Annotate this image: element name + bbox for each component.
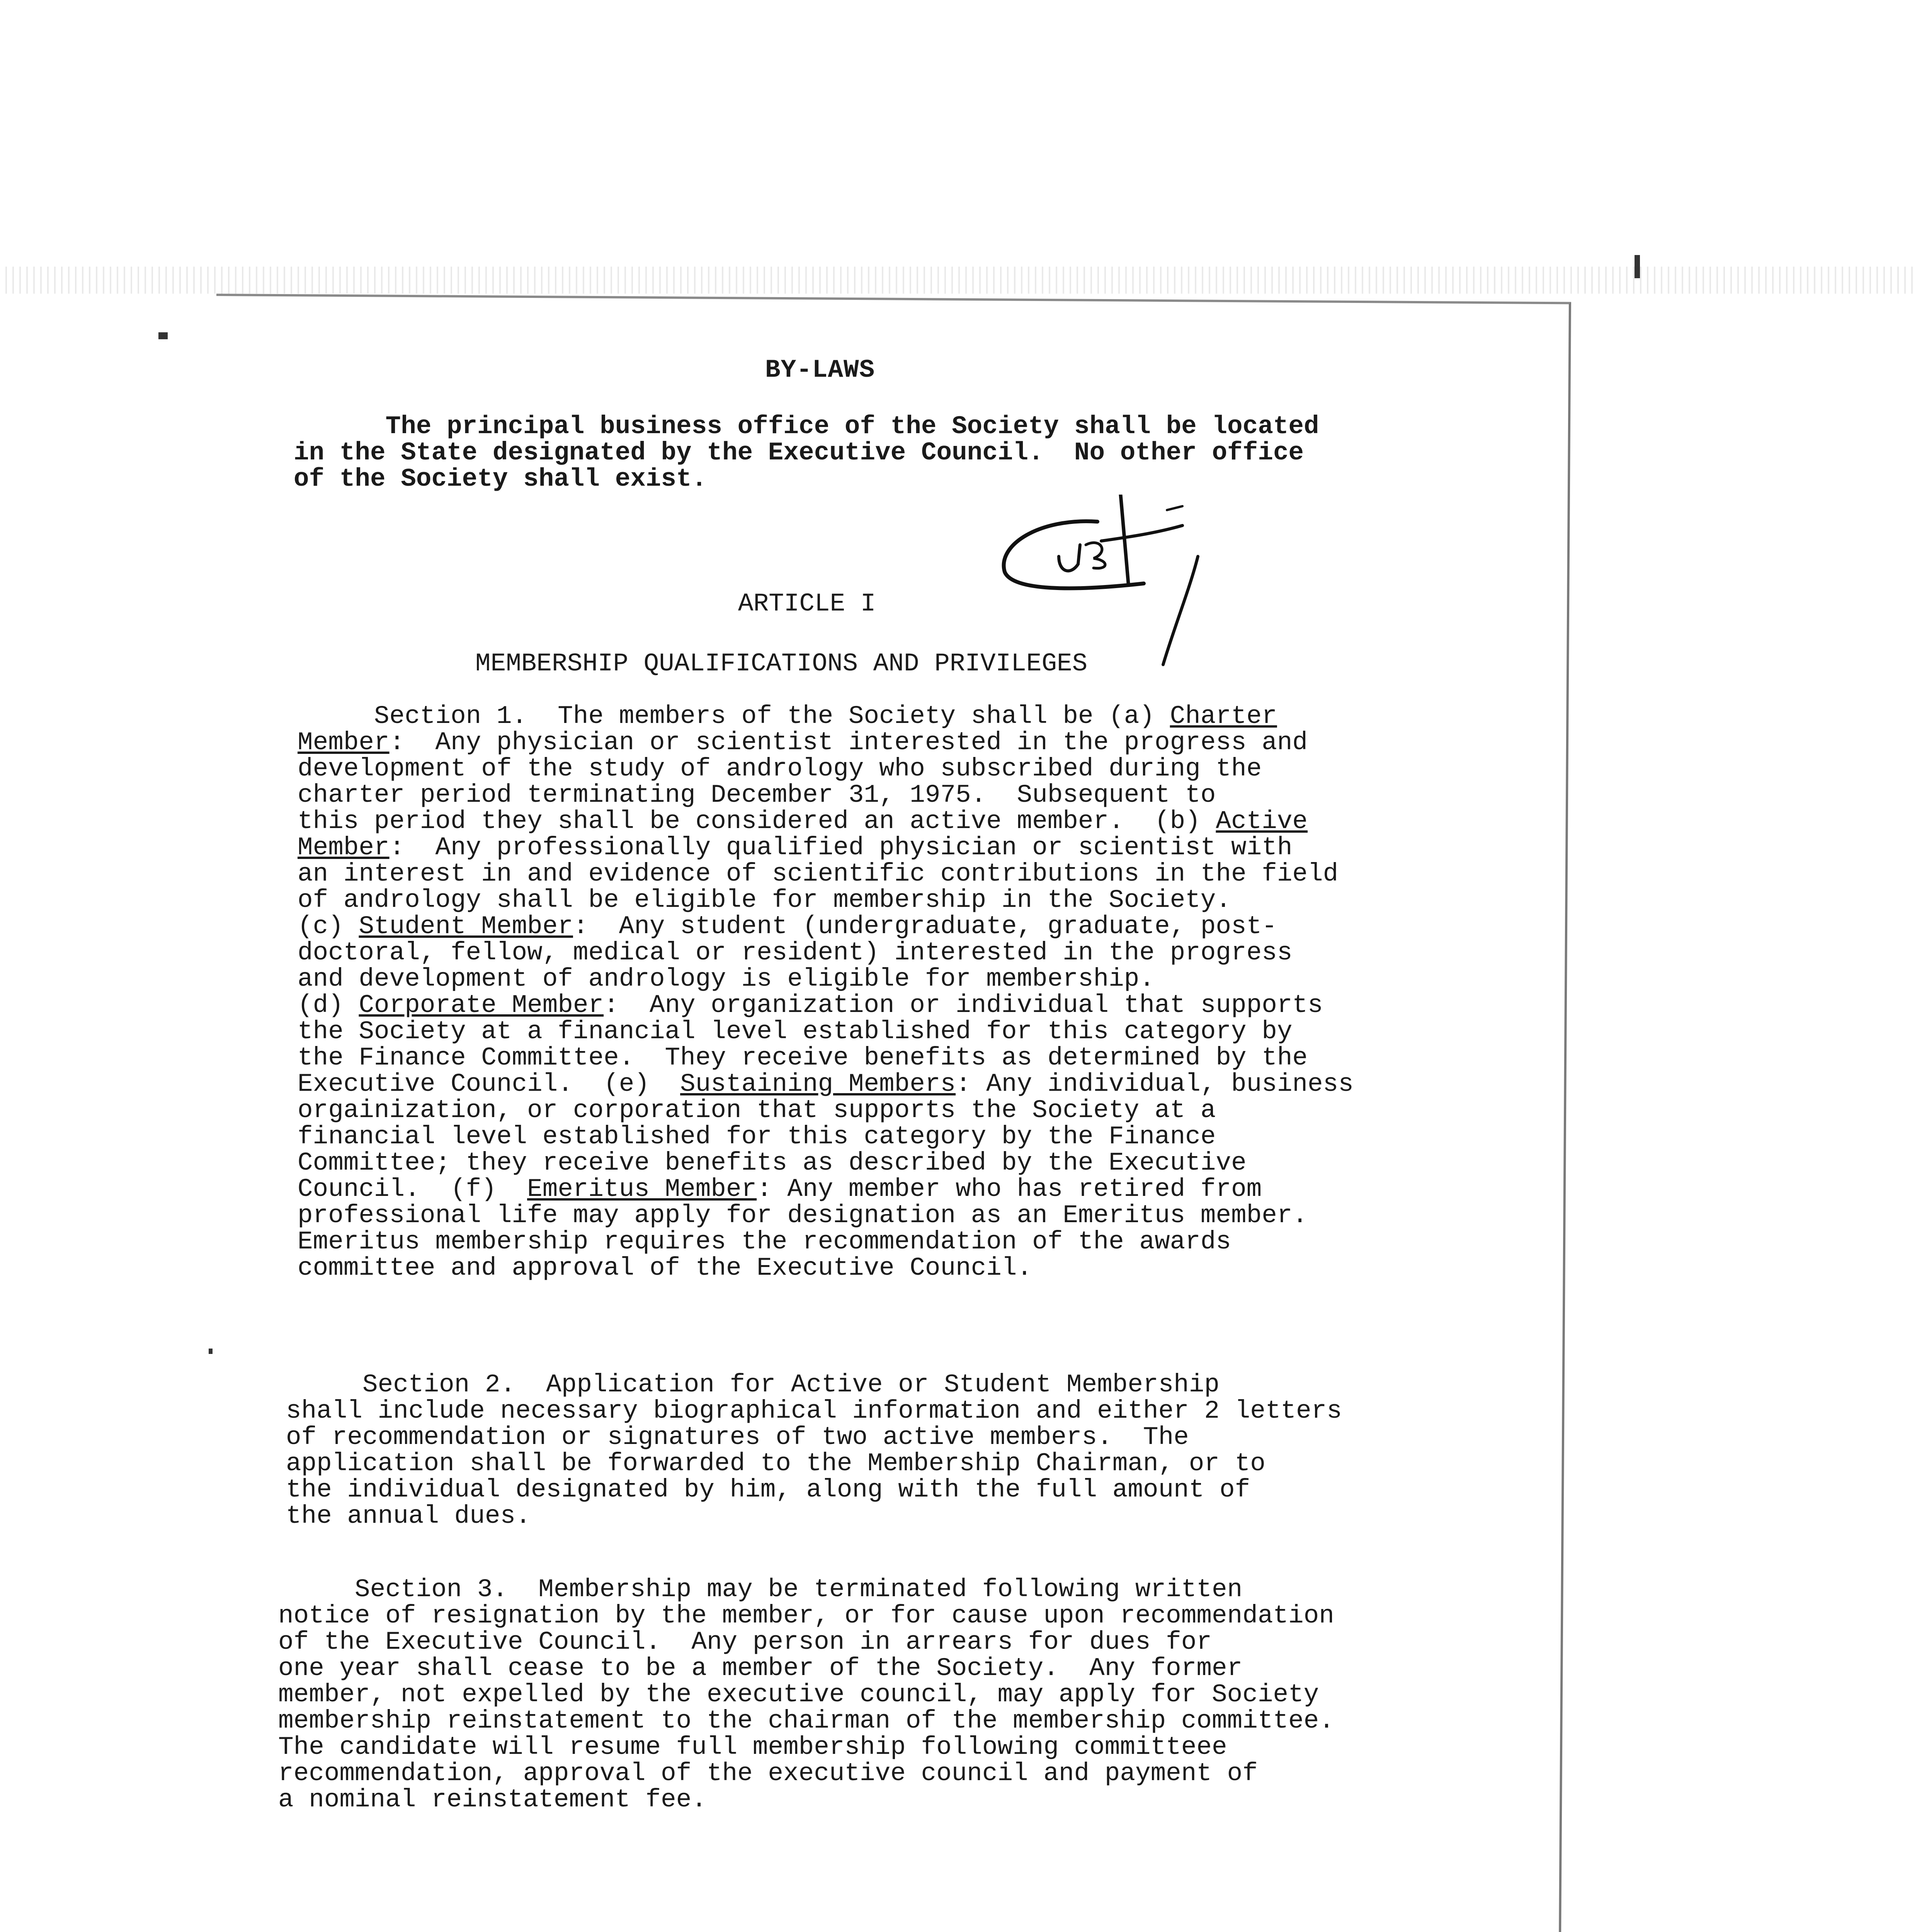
section-1-line: professional life may apply for designation as an Emeritus member.: [298, 1201, 1308, 1230]
section-1-line: Council. (f): [298, 1175, 527, 1204]
section-1-line: financial level established for this category by the Finance: [298, 1122, 1216, 1151]
term-charter: Charter: [1170, 702, 1277, 731]
section-1-line: : Any professionally qualified physician or scientist with: [389, 833, 1293, 862]
section-1-line: Committee; they receive benefits as described by the Executive: [298, 1148, 1247, 1177]
section-2-line: application shall be forwarded to the Membership Chairman, or to: [286, 1449, 1266, 1478]
intro-paragraph: [294, 413, 1319, 492]
section-2-line: the individual designated by him, along with the full amount of: [286, 1475, 1250, 1504]
section-1-line: : Any individual, business: [956, 1070, 1354, 1099]
section-3-line: notice of resignation by the member, or for cause upon recommendation: [278, 1601, 1334, 1630]
section-1-line: Section 1. The members of the Society shall be (a): [298, 702, 1170, 731]
section-2-line: of recommendation or signatures of two active members. The: [286, 1423, 1189, 1452]
section-1-line: (c): [298, 912, 359, 941]
section-2-line: the annual dues.: [286, 1502, 531, 1531]
section-1-line: this period they shall be considered an active member. (b): [298, 807, 1216, 836]
section-3-line: one year shall cease to be a member of the Society. Any former: [278, 1654, 1243, 1683]
term-member: Member: [298, 833, 390, 862]
term-student-member: Student Member: [359, 912, 573, 941]
section-3-line: of the Executive Council. Any person in arrears for dues for: [278, 1628, 1212, 1656]
intro-line: The principal business office of the Society shall be located: [294, 412, 1319, 441]
section-2-line: Section 2. Application for Active or Student Membership: [286, 1370, 1220, 1399]
term-corporate-member: Corporate Member: [359, 991, 604, 1020]
section-3: [278, 1577, 1334, 1813]
scan-speck: [158, 332, 168, 339]
scan-speck: [1635, 255, 1640, 278]
section-1-line: an interest in and evidence of scientific contributions in the field: [298, 859, 1339, 888]
section-3-line: membership reinstatement to the chairman of the membership committee.: [278, 1706, 1334, 1735]
intro-line: of the Society shall exist.: [294, 464, 707, 493]
article-title: ARTICLE I: [738, 589, 876, 618]
section-1-line: Executive Council. (e): [298, 1070, 680, 1099]
intro-line: in the State designated by the Executive Council. No other office: [294, 438, 1304, 467]
section-2: [286, 1372, 1342, 1529]
section-1-line: charter period terminating December 31, 1975. Subsequent to: [298, 781, 1216, 810]
section-1-line: : Any student (undergraduate, graduate, post-: [573, 912, 1277, 941]
section-3-line: a nominal reinstatement fee.: [278, 1785, 707, 1814]
section-1-line: of andrology shall be eligible for membership in the Society.: [298, 886, 1231, 915]
section-1-line: : Any member who has retired from: [757, 1175, 1262, 1204]
section-1-line: doctoral, fellow, medical or resident) interested in the progress: [298, 938, 1293, 967]
term-emeritus-member: Emeritus Member: [527, 1175, 757, 1204]
section-1-line: : Any organization or individual that supports: [604, 991, 1323, 1020]
term-sustaining-members: Sustaining Members: [680, 1070, 956, 1099]
section-3-line: Section 3. Membership may be terminated following written: [278, 1575, 1243, 1604]
section-2-line: shall include necessary biographical information and either 2 letters: [286, 1396, 1342, 1425]
section-1-line: (d): [298, 991, 359, 1020]
section-1-line: the Finance Committee. They receive benefits as determined by the: [298, 1043, 1308, 1072]
section-3-line: member, not expelled by the executive council, may apply for Society: [278, 1680, 1319, 1709]
section-1-line: : Any physician or scientist interested in the progress and: [389, 728, 1308, 757]
section-1-line: orgainization, or corporation that supports the Society at a: [298, 1096, 1216, 1125]
term-active: Active: [1216, 807, 1308, 836]
section-1-line: Emeritus membership requires the recommendation of the awards: [298, 1227, 1231, 1256]
section-1-line: and development of andrology is eligible for membership.: [298, 964, 1155, 993]
section-1-line: development of the study of andrology who subscribed during the: [298, 754, 1262, 783]
document-title: BY-LAWS: [765, 355, 875, 384]
section-1-line: the Society at a financial level established for this category by: [298, 1017, 1293, 1046]
section-3-line: recommendation, approval of the executive council and payment of: [278, 1759, 1258, 1788]
article-subtitle: MEMBERSHIP QUALIFICATIONS AND PRIVILEGES: [475, 649, 1088, 678]
term-member: Member: [298, 728, 390, 757]
section-3-line: The candidate will resume full membership following committeee: [278, 1733, 1227, 1762]
section-1-line: committee and approval of the Executive Council.: [298, 1253, 1032, 1282]
section-1: [298, 703, 1354, 1281]
scan-noise-band: [0, 267, 1917, 294]
